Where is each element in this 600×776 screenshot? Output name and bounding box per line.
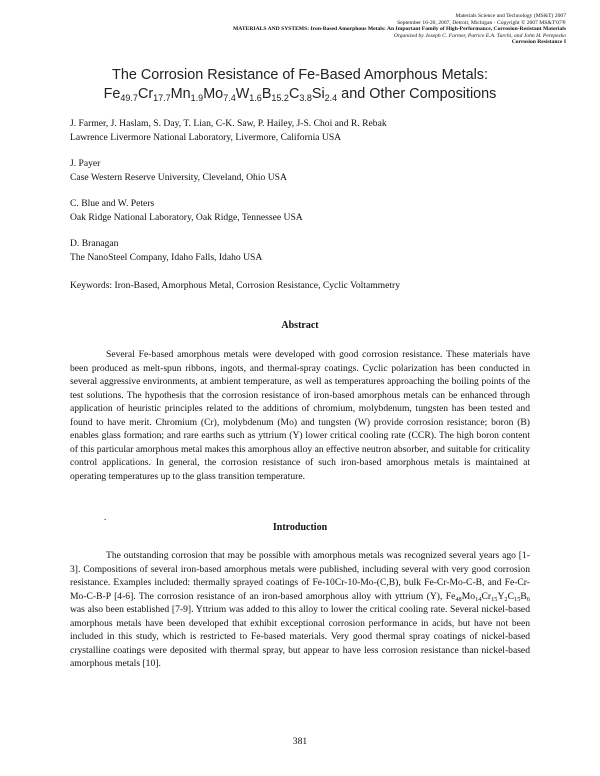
title-formula-subscript: 17.7 xyxy=(153,93,171,103)
alloy-formula-subscript: 6 xyxy=(526,595,530,603)
alloy-formula-subscript: 14 xyxy=(475,595,482,603)
title-formula-text: C xyxy=(288,86,300,102)
title-formula-text: Mn xyxy=(170,86,191,102)
running-header xyxy=(233,13,566,46)
title-formula-text: Mo xyxy=(203,86,224,102)
author-block-nanosteel xyxy=(70,237,550,265)
author-names: J. Payer xyxy=(70,158,101,169)
title-formula-text: W xyxy=(235,86,250,102)
alloy-formula-subscript: 15 xyxy=(514,595,521,603)
title-formula-subscript: 2.4 xyxy=(324,93,338,103)
paper-title xyxy=(40,66,560,104)
title-formula-subscript: 1.9 xyxy=(190,93,204,103)
alloy-formula-text: Mo xyxy=(461,590,476,602)
author-names: J. Farmer, J. Haslam, S. Day, T. Lian, C-K. Saw, P. Hailey, J-S. Choi and R. Rebak xyxy=(70,118,387,129)
author-affiliation: Case Western Reserve University, Cleveland, Ohio USA xyxy=(70,172,287,183)
title-formula-text: Cr xyxy=(137,86,154,102)
title-formula-text: B xyxy=(261,86,272,102)
title-formula-text: Fe xyxy=(103,86,121,102)
title-formula-subscript: 15.2 xyxy=(271,93,289,103)
author-names: D. Branagan xyxy=(70,238,119,249)
alloy-formula-subscript: 48 xyxy=(455,595,462,603)
keywords: Keywords: Iron-Based, Amorphous Metal, Corrosion Resistance, Cyclic Voltammetry xyxy=(70,280,401,291)
header-session: Corrosion Resistance I xyxy=(511,39,566,46)
author-affiliation: The NanoSteel Company, Idaho Falls, Idaho USA xyxy=(70,252,263,263)
alloy-formula-subscript: 15 xyxy=(491,595,498,603)
intro-text-part-1: The outstanding corrosion that may be possible with amorphous metals was recognized several years ago [1-3]. Compositions of several iron-based amorphous metals were published, including several with very good corrosion resistance. Examples included: thermally sprayed coatings of Fe-10Cr-10-Mo-(C,B), bulk Fe-Cr-Mo-C-B, and Fe-Cr-Mo-C-B-P [4-6]. The corrosion resistance of an iron-based amorphous alloy with yttrium (Y), xyxy=(70,550,530,602)
author-affiliation: Lawrence Livermore National Laboratory, Livermore, California USA xyxy=(70,132,342,143)
alloy-formula xyxy=(446,591,530,602)
title-line-1: The Corrosion Resistance of Fe-Based Amorphous Metals: xyxy=(112,67,488,83)
introduction-text xyxy=(70,549,530,671)
introduction-heading: Introduction xyxy=(272,522,328,533)
header-organizers: Organized by Joseph C. Farmer, Patrice E.A. Turchi, and John H. Perepezko xyxy=(393,32,566,39)
title-formula-subscript: 7.4 xyxy=(223,93,236,103)
header-dates: September 16-20, 2007, Detroit, Michigan · Copyright © 2007 MS&T'07® xyxy=(397,19,566,26)
author-block-llnl xyxy=(70,117,550,145)
stray-mark: . xyxy=(104,512,107,522)
alloy-formula-subscript: 2 xyxy=(504,595,508,603)
author-affiliation: Oak Ridge National Laboratory, Oak Ridge, Tennessee USA xyxy=(70,212,303,223)
alloy-formula-text: B xyxy=(520,590,527,602)
title-formula-subscript: 1.6 xyxy=(249,93,262,103)
header-symposium: MATERIALS AND SYSTEMS: Iron-Based Amorphous Metals: An Important Family of High-Performance, Corrosion-Resistant Materials xyxy=(233,26,566,33)
title-formula-text: Si xyxy=(311,86,325,102)
abstract-text: Several Fe-based amorphous metals were developed with good corrosion resistance. These materials have been produced as melt-spun ribbons, ingots, and thermal-spray coatings. Cyclic polarization has been conducted in several aggressive environments, at ambient temperature, as well as temperatures approaching the boiling points of the test solutions. The hypothesis that the corrosion resistance of iron-based amorphous metals can be enhanced through application of heuristic principles related to the additions of chromium, molybdenum, tungsten has been tested and found to have merit. Chromium (Cr), molybdenum (Mo) and tungsten (W) provide corrosion resistance; boron (B) enables glass formation; and rare earths such as yttrium (Y) lower critical cooling rate (CCR). The high boron content of this particular amorphous metal makes this amorphous alloy an effective neutron absorber, and suitable for criticality control applications. In general, the corrosion resistance of such iron-based amorphous metals is maintained at operating temperatures up to the glass transition temperature. xyxy=(70,349,530,482)
author-names: C. Blue and W. Peters xyxy=(70,198,155,209)
alloy-formula-text: Cr xyxy=(481,590,492,602)
title-formula-subscript: 49.7 xyxy=(120,93,138,103)
title-formula-text: and Other Compositions xyxy=(337,86,497,102)
title-formula-subscript: 3.8 xyxy=(299,93,312,103)
page-number: 381 xyxy=(292,736,308,747)
alloy-formula-text: Y xyxy=(497,590,505,602)
abstract-heading: Abstract xyxy=(281,320,319,331)
author-block-ornl xyxy=(70,197,550,225)
alloy-formula-text: C xyxy=(507,590,514,602)
intro-text-part-2: was also been established [7-9]. Yttrium was added to this alloy to lower the critical cooling rate. Several nickel-based amorphous metals have been developed that exhibit exceptional corrosion performance in acids, but have not been included in this study, which is restricted to Fe-based materials. Very good thermal spray coatings of nickel-based crystalline coatings were deposited with thermal spray, but appear to have less corrosion resistance than nickel-based amorphous metals [10]. xyxy=(70,604,530,669)
header-conference: Materials Science and Technology (MS&T) 2007 xyxy=(455,13,566,19)
author-block-cwru xyxy=(70,157,550,185)
title-line-2 xyxy=(40,85,560,104)
alloy-formula-text: Fe xyxy=(445,590,456,602)
